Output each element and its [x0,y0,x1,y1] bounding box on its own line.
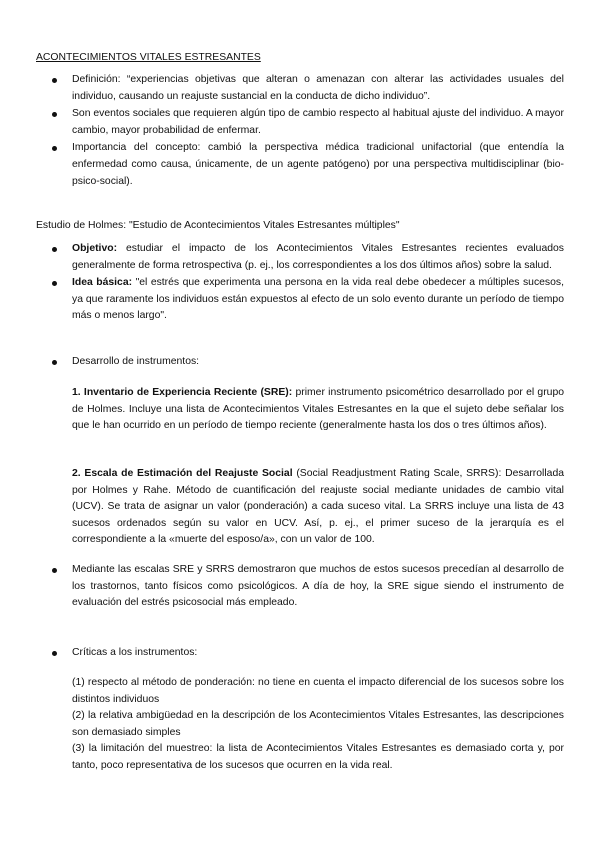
document-title: ACONTECIMIENTOS VITALES ESTRESANTES [36,52,261,63]
critica-item-3: (3) la limitación del muestreo: la lista de Acontecimientos Vitales Estresantes es demasiado corta y, por tanto, poco representativa de los sucesos que ocurren en la vida real. [72,743,564,771]
bullet-icon [52,568,57,573]
holmes-list [52,241,564,326]
bullet-icon [52,146,57,151]
bullet-icon [52,247,57,252]
bullet-icon [52,360,57,365]
critica-item-2: (2) la relativa ambigüedad en la descripción de los Acontecimientos Vitales Estresantes, las descripciones son demasiado simples [72,710,564,738]
list-item: Objetivo: estudiar el impacto de los Acontecimientos Vitales Estresantes recientes evaluados generalmente de forma retrospectiva (p. ej., los correspondientes a los dos últimos años) sobre la salud. [52,241,564,274]
definition-list [52,72,564,191]
bullet-icon [52,651,57,656]
list-item: Son eventos sociales que requieren algún tipo de cambio respecto al habitual ajuste del individuo. A mayor cambio, mayor probabilidad de enfermar. [52,106,564,139]
bullet-icon [52,78,57,83]
sre-paragraph: 1. Inventario de Experiencia Reciente (SRE): primer instrumento psicométrico desarrollado por el grupo de Holmes. Incluye una lista de Acontecimientos Vitales Estresantes en la que el sujeto debe señalar los que le han ocurrido en un período de tiempo reciente (generalmente hasta los dos o tres últimos años). [72,387,565,432]
bullet-icon [52,281,57,286]
criticas-list [52,645,564,663]
mediante-list [52,562,564,613]
criticas-items [72,675,564,775]
sre-label: 1. Inventario de Experiencia Reciente (SRE): [72,387,293,398]
list-item: Importancia del concepto: cambió la perspectiva médica tradicional unifactorial (que entendía la enfermedad como causa, únicamente, de un agente patógeno) por una perspectiva multidisciplinar (bio-psico-social). [52,140,564,190]
list-item: Definición: “experiencias objetivas que alteran o amenazan con alterar las actividades usuales del individuo, causando un reajuste sustancial en la conducta de dicho individuo”. [52,72,564,105]
idea-label: Idea básica: [72,277,133,289]
critica-item-1: (1) respecto al método de ponderación: no tiene en cuenta el impacto diferencial de los sucesos sobre los distintos individuos [72,677,564,705]
list-item: Críticas a los instrumentos: [52,645,564,662]
holmes-study-heading: Estudio de Holmes: "Estudio de Acontecimientos Vitales Estresantes múltiples" [36,220,400,231]
srrs-paragraph: 2. Escala de Estimación del Reajuste Social (Social Readjustment Rating Scale, SRRS): Desarrollada por Holmes y Rahe. Método de cuantificación del reajuste social mediante unidades de cambio vital (UCV). Se trata de asignar un valor (ponderación) a cada suceso vital. La SRRS incluye una lista de 43 sucesos ordenados según su valor en UCV. Así, p. ej., el primer suceso de la jerarquía es el correspondiente a la «muerte del esposo/a», con un valor de 100. [72,468,564,546]
list-item: Mediante las escalas SRE y SRRS demostraron que muchos de estos sucesos precedían al desarrollo de los trastornos, tanto físicos como psicológicos. A día de hoy, la SRE sigue siendo el instrumento de evaluación del estrés psicosocial más empleado. [52,562,564,612]
desarrollo-list [52,354,564,372]
objetivo-label: Objetivo: [72,243,118,254]
list-item: Idea básica: "el estrés que experimenta una persona en la vida real debe obedecer a múltiples sucesos, ya que raramente los individuos están expuestos al efecto de un solo evento durante un período de tiempo más o menos largo". [52,275,564,325]
srrs-label: 2. Escala de Estimación del Reajuste Social [72,468,293,479]
list-item: Desarrollo de instrumentos: [52,354,564,371]
bullet-icon [52,112,57,117]
